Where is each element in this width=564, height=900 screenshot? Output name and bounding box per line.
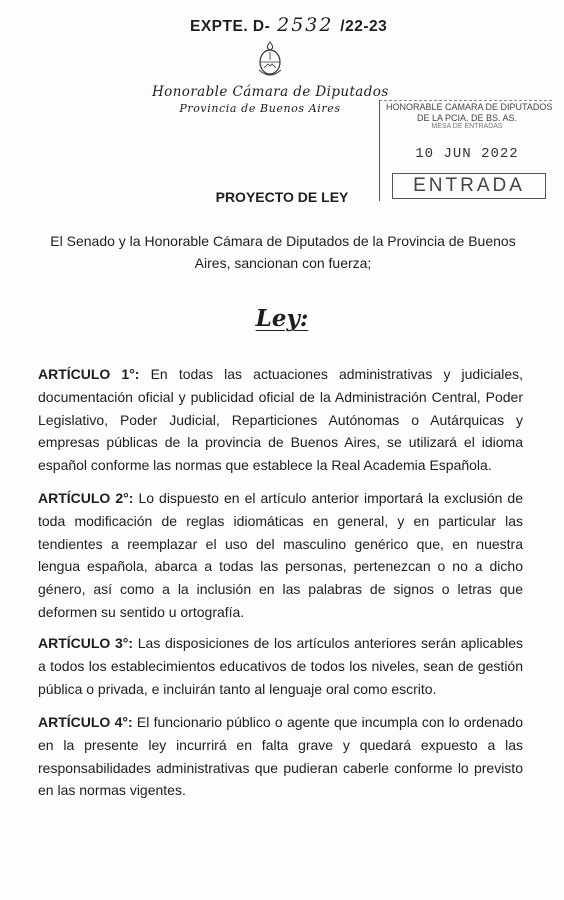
article-1-label: ARTÍCULO 1°:	[38, 366, 140, 382]
expediente-number	[190, 14, 387, 36]
stamp-line-1: HONORABLE CAMARA DE DIPUTADOS	[386, 102, 553, 112]
article-2	[38, 487, 523, 624]
expediente-handwritten-number: 2532	[277, 14, 334, 36]
ley-heading: Ley:	[255, 305, 309, 332]
article-4-text: El funcionario público o agente que incumpla con lo ordenado en la presente ley incurrirá en falta grave y quedará expuesto a las responsabilidades administrativas que pudieran caberle conforme lo previsto en las normas vigentes.	[38, 714, 524, 799]
stamp-line-3: MESA DE ENTRADAS	[431, 123, 503, 130]
province-name: Provincia de Buenos Aires	[179, 102, 341, 115]
expediente-year: /22-23	[340, 18, 388, 35]
article-4	[38, 711, 523, 802]
document-title: PROYECTO DE LEY	[215, 189, 349, 205]
article-4-label: ARTÍCULO 4°:	[38, 714, 133, 730]
expediente-label: EXPTE. D-	[190, 18, 271, 35]
stamp-date: 10 JUN 2022	[415, 146, 519, 162]
stamp-entrada-box: ENTRADA	[392, 173, 546, 199]
article-3-text: Las disposiciones de los artículos anteriores serán aplicables a todos los establecimientos educativos de todos los niveles, sean de gestión pública o privada, e incluirán tanto al lenguaje oral como escrito.	[38, 635, 524, 697]
provincial-seal-icon	[256, 40, 284, 85]
preamble: El Senado y la Honorable Cámara de Diputados de la Provincia de Buenos Aires, sancionan con fuerza;	[50, 233, 516, 271]
article-3-label: ARTÍCULO 3°:	[38, 635, 134, 651]
article-2-label: ARTÍCULO 2°:	[38, 490, 134, 506]
article-2-text: Lo dispuesto en el artículo anterior importará la exclusión de toda modificación de reglas idiomáticas en general, y en particular las tendientes a reemplazar el uso del masculino genérico que, en nuestra lengua española, abarca a todas las personas, pertenezcan o no a dicho género, así como a la inclusión en las palabras de signos o letras que deformen su sentido u ortografía.	[38, 490, 523, 620]
article-1	[38, 363, 523, 477]
article-1-text: En todas las actuaciones administrativas y judiciales, documentación oficial y publicidad oficial de la Administración Central, Poder Legislativo, Poder Judicial, Reparticiones Autónomas o Autárquicas y empresas públicas de la provincia de Buenos Aires, se utilizará el idioma español conforme las normas que establece la Real Academia Española.	[38, 366, 524, 474]
stamp-line-2: DE LA PCIA. DE BS. AS.	[416, 113, 518, 123]
chamber-name: Honorable Cámara de Diputados	[152, 84, 389, 100]
article-3	[38, 632, 523, 700]
